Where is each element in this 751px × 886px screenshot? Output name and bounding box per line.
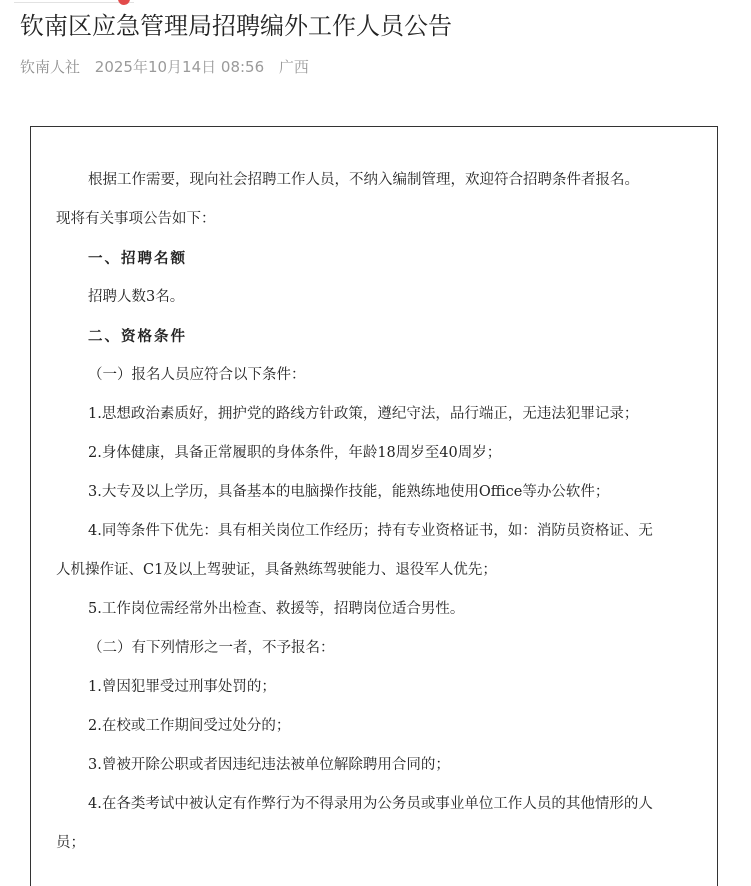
paragraph: 5.工作岗位需经常外出检查、救援等，招聘岗位适合男性。 <box>88 601 465 617</box>
paragraph: 3.大专及以上学历，具备基本的电脑操作技能，能熟练地使用Office等办公软件； <box>88 484 610 500</box>
paragraph: （二）有下列情形之一者，不予报名： <box>88 640 335 656</box>
article-region: 广西 <box>278 58 309 76</box>
section-heading: 一、招聘名额 <box>88 250 187 267</box>
paragraph: 4.在各类考试中被认定有作弊行为不得录用为公务员或事业单位工作人员的其他情形的人 <box>88 796 653 812</box>
top-strip <box>0 0 751 8</box>
article-title: 钦南区应急管理局招聘编外工作人员公告 <box>20 12 452 40</box>
paragraph: 3.曾被开除公职或者因违纪违法被单位解除聘用合同的； <box>88 757 450 773</box>
paragraph: 4.同等条件下优先：具有相关岗位工作经历；持有专业资格证书，如：消防员资格证、无 <box>88 523 653 539</box>
red-dot-icon <box>118 0 130 5</box>
paragraph: （一）报名人员应符合以下条件： <box>88 367 306 383</box>
top-divider <box>14 0 134 3</box>
paragraph: 1.曾因犯罪受过刑事处罚的； <box>88 679 276 695</box>
article-source-link[interactable]: 钦南人社 <box>20 58 81 76</box>
article-content-box <box>30 126 718 886</box>
article-meta <box>20 56 319 78</box>
paragraph: 现将有关事项公告如下： <box>56 211 216 227</box>
paragraph: 招聘人数3名。 <box>88 289 185 305</box>
paragraph: 员； <box>56 835 85 851</box>
article-date: 2025年10月14日 08:56 <box>94 58 265 76</box>
paragraph: 人机操作证、C1及以上驾驶证，具备熟练驾驶能力、退役军人优先； <box>56 562 497 578</box>
article-body <box>56 161 696 863</box>
paragraph: 2.身体健康，具备正常履职的身体条件，年龄18周岁至40周岁； <box>88 445 502 461</box>
paragraph: 2.在校或工作期间受过处分的； <box>88 718 291 734</box>
paragraph: 1.思想政治素质好，拥护党的路线方针政策，遵纪守法，品行端正，无违法犯罪记录； <box>88 406 639 422</box>
paragraph: 根据工作需要，现向社会招聘工作人员，不纳入编制管理，欢迎符合招聘条件者报名。 <box>88 172 639 188</box>
section-heading: 二、资格条件 <box>88 328 187 345</box>
